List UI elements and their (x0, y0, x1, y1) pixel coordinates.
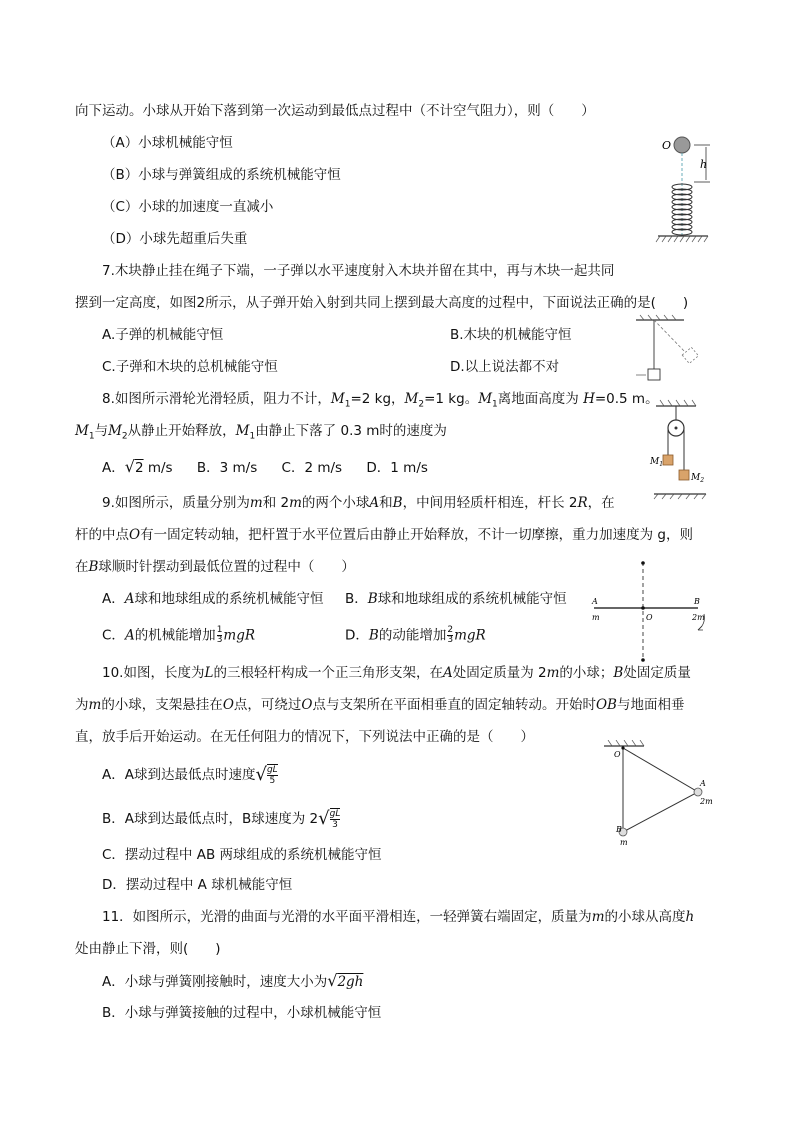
q10-option-d: D．摆动过程中 A 球机械能守恒 (102, 877, 293, 893)
spring-icon (672, 184, 692, 235)
q11-stem-line1: 11．如图所示，光滑的曲面与光滑的水平面平滑相连，一轻弹簧右端固定，质量为m的小球从高度h (102, 909, 695, 925)
q6-option-d: （D）小球先超重后失重 (102, 231, 248, 247)
q8-option-d: D．1 m/s (366, 460, 428, 476)
q9-option-a: A．A球和地球组成的系统机械能守恒 (102, 591, 324, 607)
triangle-frame-figure (600, 740, 720, 850)
spring-ball-figure (650, 130, 720, 245)
q10-stem-line2: 为m的小球，支架悬挂在O点，可绕过O点与支架所在平面相垂直的固定轴转动。开始时OB与地面相垂 (75, 697, 685, 713)
q9-option-b: B．B球和地球组成的系统机械能守恒 (345, 591, 567, 607)
svg-text:A: A (700, 779, 706, 788)
pulley-figure (646, 398, 716, 500)
q9-stem-line2: 杆的中点O有一固定转动轴，把杆置于水平位置后由静止开始释放，不计一切摩擦，重力加速度为 g，则 (75, 527, 693, 543)
q7-option-a: A.子弹的机械能守恒 (102, 327, 224, 343)
q9-stem-line3: 在B球顺时针摆动到最低位置的过程中（ ） (75, 559, 355, 575)
fig6-label-o: O (662, 139, 672, 152)
q8-option-a: A．√2 m/s (102, 457, 173, 476)
q11-stem-line2: 处由静止下滑，则( ) (75, 941, 221, 957)
fig6-label-h: h (700, 158, 708, 171)
q8-options (102, 458, 428, 477)
q10-option-b: B．A球到达最低点时，B球速度为 2√ $\frac{gL}{3}$ (102, 808, 341, 830)
svg-text:O: O (614, 750, 621, 759)
q8-option-b: B．3 m/s (196, 460, 258, 476)
q10-option-c: C．摆动过程中 AB 两球组成的系统机械能守恒 (102, 847, 382, 863)
svg-text:A: A (592, 597, 598, 606)
block-icon (648, 369, 660, 380)
q7-option-b: B.木块的机械能守恒 (450, 327, 572, 343)
ball-icon (674, 137, 690, 153)
q10-option-a: A．A球到达最低点时速度√ $\frac{gL}{5}$ (102, 764, 278, 786)
q6-option-b: （B）小球与弹簧组成的系统机械能守恒 (102, 167, 341, 183)
q9-stem-line1: 9.如图所示，质量分别为m和 2m的两个小球A和B，中间用轻质杆相连，杆长 2R，在 (102, 495, 615, 511)
svg-text:M1: $M_1$ (650, 457, 664, 468)
q8-stem-line2: $M_1$与$M_2$从静止开始释放，$M_1$由静止下落了 0.3 m时的速度为 (75, 423, 447, 442)
q7-option-c: C.子弹和木块的总机械能守恒 (102, 359, 278, 375)
q11-option-a: A．小球与弹簧刚接触时，速度大小为√2gh (102, 971, 364, 990)
q8-stem-line1: 8.如图所示滑轮光滑轻质，阻力不计，$M_1=2$ kg，$M_2=1$ kg。$M_1$离地面高度为 H=0.5 m。 (102, 391, 659, 410)
q6-option-a: （A）小球机械能守恒 (102, 135, 233, 151)
rod-pivot-figure (586, 560, 716, 665)
svg-text:O: O (646, 613, 653, 622)
q9-option-c: C．A的机械能增加 $\frac{1}{3}$ mgR (102, 625, 256, 645)
q7-option-d: D.以上说法都不对 (450, 359, 560, 375)
svg-text:m: m (592, 613, 600, 622)
q6-stem: 向下运动。小球从开始下落到第一次运动到最低点过程中（不计空气阻力），则（ ） (75, 103, 595, 119)
svg-text:B: B (616, 825, 622, 834)
q7-stem-line2: 摆到一定高度，如图2所示，从子弹开始入射到共同上摆到最大高度的过程中，下面说法正确的是( ) (75, 295, 689, 311)
q8-option-c: C．2 m/s (281, 460, 343, 476)
q6-option-c: （C）小球的加速度一直减小 (102, 199, 274, 215)
svg-text:B: B (694, 597, 700, 606)
q7-stem-line1: 7.木块静止挂在绳子下端，一子弹以水平速度射入木块并留在其中，再与木块一起共同 (102, 263, 615, 279)
q11-option-b: B．小球与弹簧接触的过程中，小球机械能守恒 (102, 1005, 382, 1021)
svg-text:2m: 2m (692, 613, 705, 622)
q9-option-d: D．B的动能增加 $\frac{2}{3}$ mgR (345, 625, 486, 645)
svg-text:2m: 2m (700, 797, 713, 806)
svg-text:M2: $M_2$ (691, 473, 705, 484)
q10-stem-line1: 10.如图，长度为L的三根轻杆构成一个正三角形支架，在A处固定质量为 2m的小球；B处固定质量 (102, 665, 691, 681)
pendulum-block-figure (632, 314, 712, 384)
ball-a-icon (694, 788, 702, 796)
q10-stem-line3: 直，放手后开始运动。在无任何阻力的情况下，下列说法中正确的是（ ） (75, 729, 534, 745)
svg-text:m: m (620, 838, 628, 847)
